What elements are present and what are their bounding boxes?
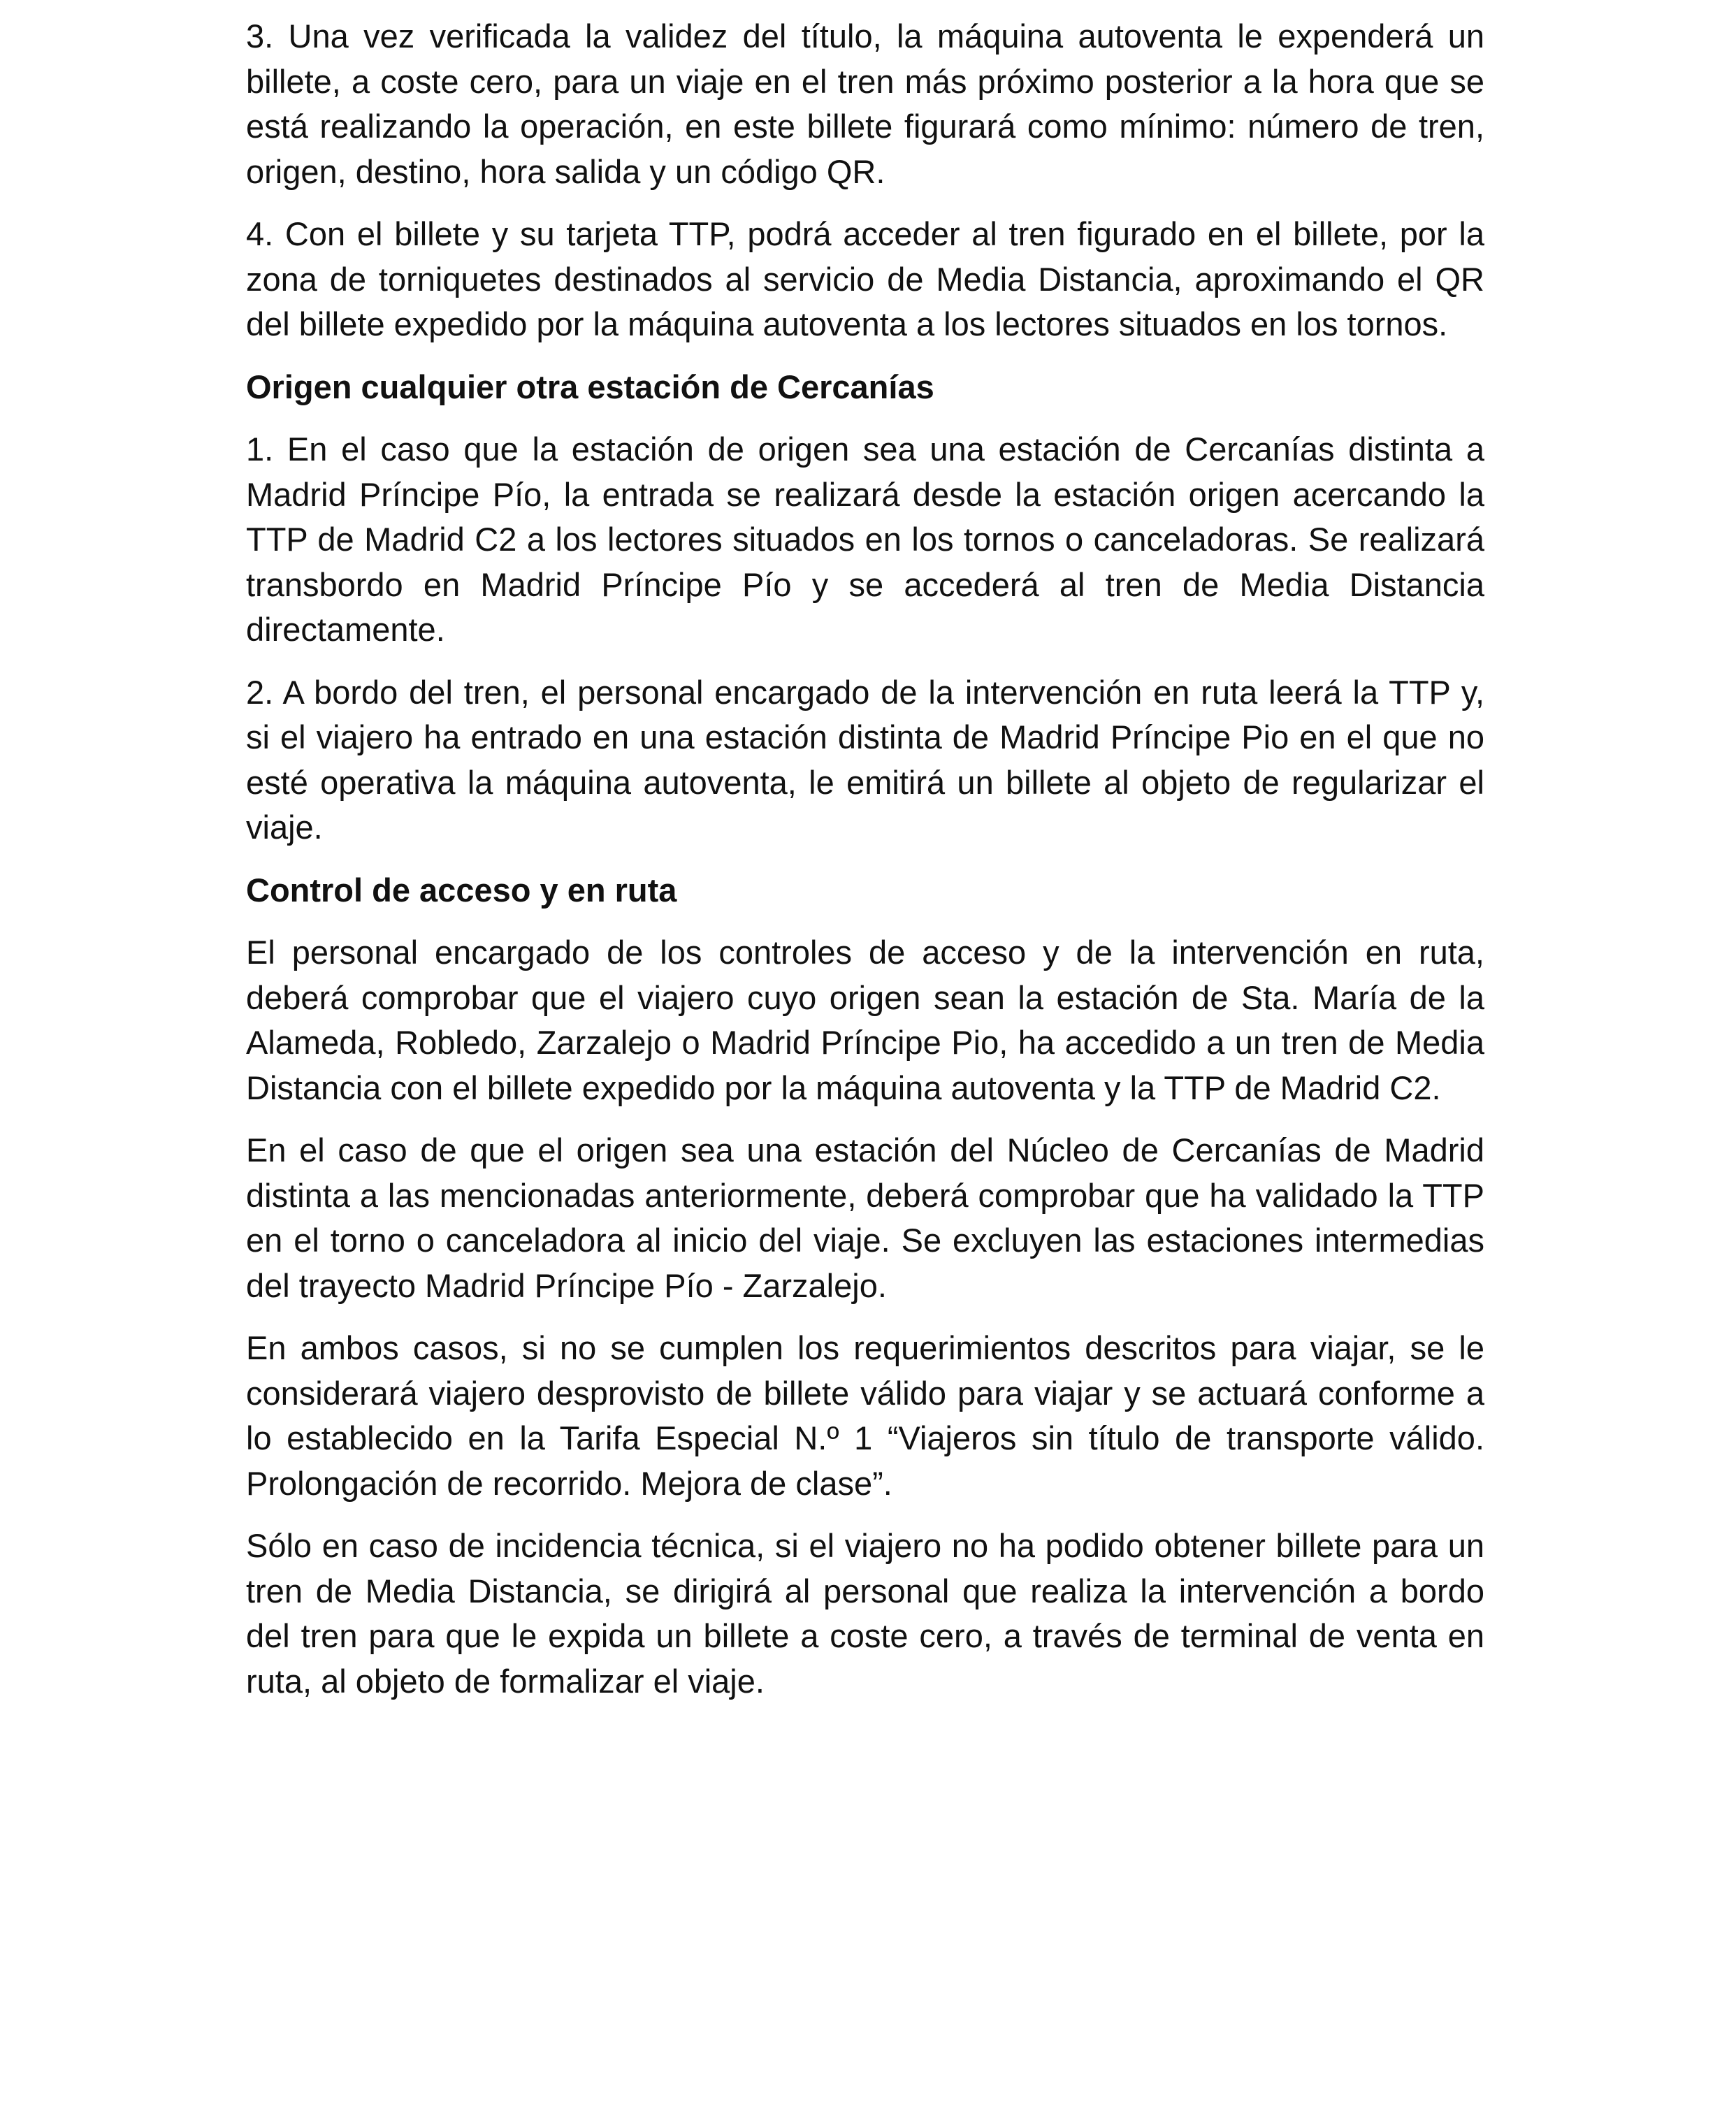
paragraph-access-control-2: En el caso de que el origen sea una estación del Núcleo de Cercanías de Madrid distinta a las mencionadas anteriormente, deberá comprobar que ha validado la TTP en el torno o canceladora al inicio del viaje. Se excluyen las estaciones intermedias del trayecto Madrid Príncipe Pío - Zarzalejo. [246, 1131, 1484, 1304]
paragraph-access-control-3: En ambos casos, si no se cumplen los requerimientos descritos para viajar, se le considerará viajero desprovisto de billete válido para viajar y se actuará conforme a lo establecido en la Tarifa Especial N.º 1 “Viajeros sin título de transporte válido. Prolongación de recorrido. Mejora de clase”. [246, 1329, 1484, 1502]
document-page [246, 14, 1484, 1721]
paragraph-step-4: 4. Con el billete y su tarjeta TTP, podrá acceder al tren figurado en el billete, por la zona de torniquetes destinados al servicio de Media Distancia, aproximando el QR del billete expedido por la máquina autoventa a los lectores situados en los tornos. [246, 215, 1484, 342]
paragraph-other-step-1: 1. En el caso que la estación de origen sea una estación de Cercanías distinta a Madrid Príncipe Pío, la entrada se realizará desde la estación origen acercando la TTP de Madrid C2 a los lectores situados en los tornos o canceladoras. Se realizará transbordo en Madrid Príncipe Pío y se accederá al tren de Media Distancia directamente. [246, 431, 1484, 648]
section-heading-access-control: Control de acceso y en ruta [246, 871, 677, 909]
paragraph-step-3: 3. Una vez verificada la validez del título, la máquina autoventa le expenderá un billete, a coste cero, para un viaje en el tren más próximo posterior a la hora que se está realizando la operación, en este billete figurará como mínimo: número de tren, origen, destino, hora salida y un código QR. [246, 17, 1484, 190]
paragraph-other-step-2: 2. A bordo del tren, el personal encargado de la intervención en ruta leerá la TTP y, si el viajero ha entrado en una estación distinta de Madrid Príncipe Pio en el que no esté operativa la máquina autoventa, le emitirá un billete al objeto de regularizar el viaje. [246, 673, 1484, 846]
paragraph-access-control-1: El personal encargado de los controles de acceso y de la intervención en ruta, deberá comprobar que el viajero cuyo origen sean la estación de Sta. María de la Alameda, Robledo, Zarzalejo o Madrid Príncipe Pio, ha accedido a un tren de Media Distancia con el billete expedido por la máquina autoventa y la TTP de Madrid C2. [246, 934, 1484, 1106]
section-heading-other-stations: Origen cualquier otra estación de Cercanías [246, 368, 934, 405]
paragraph-technical-incident: Sólo en caso de incidencia técnica, si el viajero no ha podido obtener billete para un tren de Media Distancia, se dirigirá al personal que realiza la intervención a bordo del tren para que le expida un billete a coste cero, a través de terminal de venta en ruta, al objeto de formalizar el viaje. [246, 1527, 1484, 1700]
